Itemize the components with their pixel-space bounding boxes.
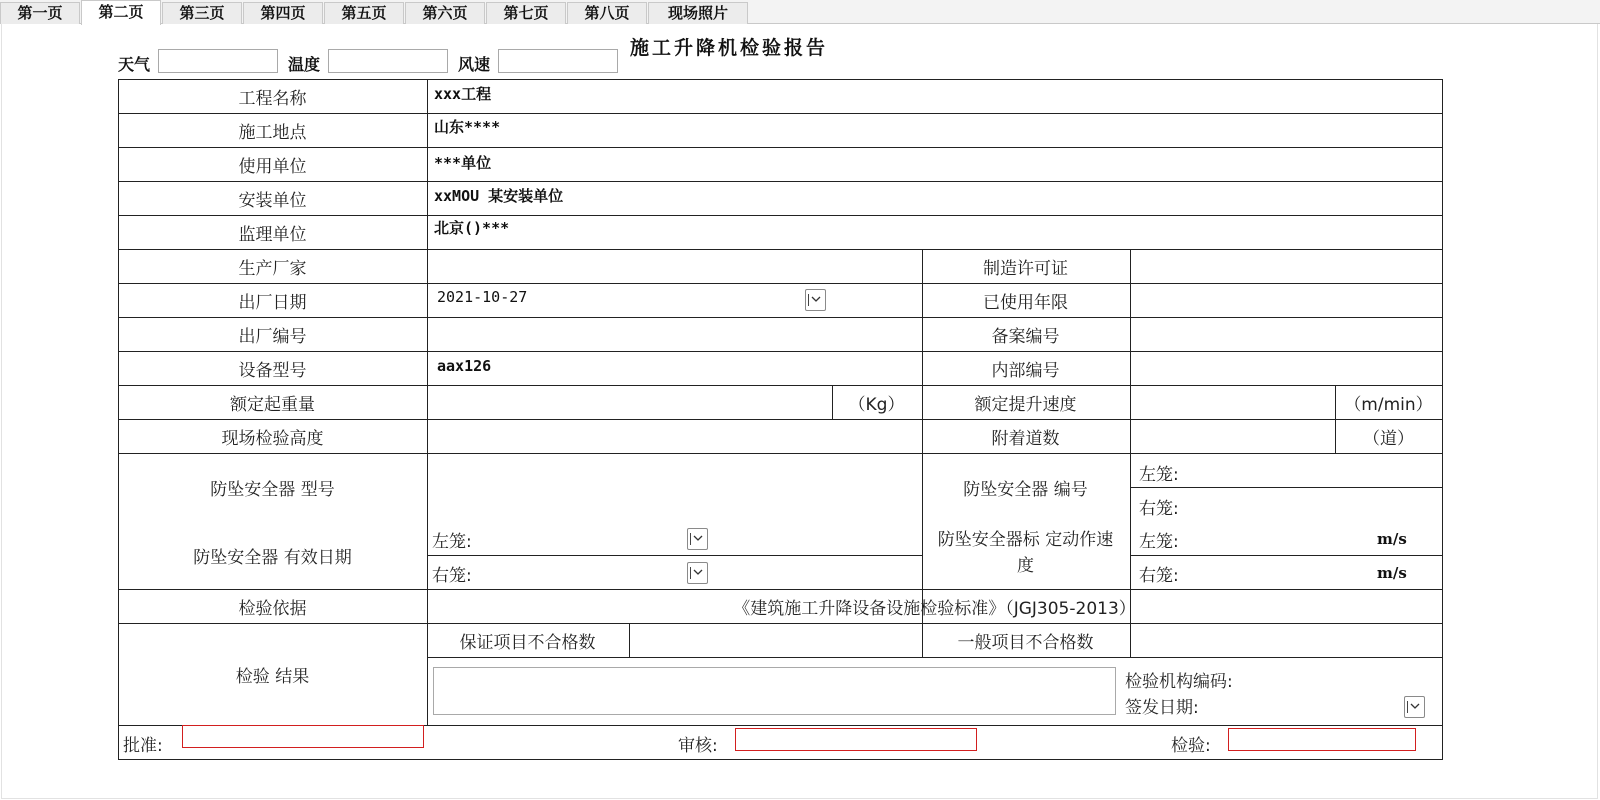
chevron-down-icon [693, 534, 703, 542]
tab-page-5[interactable]: 第五页 [324, 2, 404, 24]
years-used-label: 已使用年限 [983, 293, 1068, 313]
tab-page-1[interactable]: 第一页 [0, 2, 80, 24]
tab-page-3[interactable]: 第三页 [162, 2, 242, 24]
issue-date-label: 签发日期: [1125, 698, 1199, 718]
valid-right-cage-label: 右笼: [432, 566, 472, 586]
chevron-down-icon [693, 568, 703, 576]
fall-no-left-cage-label: 左笼: [1139, 465, 1179, 485]
inspect-label: 检验: [1171, 736, 1211, 756]
review-label: 审核: [678, 736, 718, 756]
tab-page-8[interactable]: 第八页 [567, 2, 647, 24]
review-signature-field[interactable] [735, 728, 977, 751]
tab-page-6[interactable]: 第六页 [405, 2, 485, 24]
speed-left-unit: m/s [1377, 530, 1407, 548]
rated-speed-unit: （m/min） [1344, 395, 1433, 415]
speed-left-cage-label: 左笼: [1139, 532, 1179, 552]
rated-load-unit: （Kg） [848, 395, 905, 415]
site-value[interactable]: 山东**** [434, 118, 501, 136]
tab-site-photos[interactable]: 现场照片 [648, 2, 748, 24]
general-fail-label: 一般项目不合格数 [957, 633, 1094, 653]
temperature-label: 温度 [288, 55, 321, 74]
valid-left-date-dropdown[interactable] [687, 528, 708, 550]
fall-no-right-cage-label: 右笼: [1139, 499, 1179, 519]
model-label: 设备型号 [238, 361, 307, 381]
chevron-down-icon [1410, 702, 1420, 710]
basis-value: 《建筑施工升降设备设施检验标准》（JGJ305-2013） [733, 599, 1136, 619]
approve-signature-field[interactable] [182, 725, 424, 748]
attach-label: 附着道数 [991, 429, 1060, 449]
fall-model-label: 防坠安全器 型号 [210, 480, 335, 500]
weather-input[interactable] [158, 49, 278, 73]
fall-speed-label [922, 527, 1129, 579]
fall-valid-date-label: 防坠安全器 有效日期 [193, 548, 352, 568]
supervision-value[interactable]: 北京()*** [434, 219, 510, 237]
issue-date-dropdown[interactable] [1404, 696, 1425, 718]
project-name-label: 工程名称 [238, 89, 307, 109]
factory-date-value[interactable]: 2021-10-27 [437, 288, 528, 306]
approve-label: 批准: [123, 736, 163, 756]
height-label: 现场检验高度 [221, 429, 324, 449]
internal-no-label: 内部编号 [991, 361, 1060, 381]
manufacturer-label: 生产厂家 [238, 259, 307, 279]
chevron-down-icon [811, 295, 821, 303]
site-label: 施工地点 [238, 123, 307, 143]
tab-page-2[interactable]: 第二页 [81, 0, 161, 25]
speed-right-unit: m/s [1377, 564, 1407, 582]
attach-unit: （道） [1363, 429, 1414, 449]
result-label: 检验 结果 [235, 667, 310, 687]
record-no-label: 备案编号 [991, 327, 1060, 347]
rated-load-label: 额定起重量 [230, 395, 315, 415]
result-remarks-textarea[interactable] [433, 667, 1116, 715]
install-unit-value[interactable]: xxMOU 某安装单位 [434, 187, 564, 205]
supervision-label: 监理单位 [238, 225, 307, 245]
license-label: 制造许可证 [983, 259, 1068, 279]
model-value[interactable]: aax126 [437, 357, 492, 375]
fall-speed-label-line-2: 度 [1017, 556, 1034, 576]
factory-no-label: 出厂编号 [238, 327, 307, 347]
valid-left-cage-label: 左笼: [432, 532, 472, 552]
wind-speed-input[interactable] [498, 49, 618, 73]
speed-right-cage-label: 右笼: [1139, 566, 1179, 586]
fall-speed-label-line-1: 防坠安全器标 定动作速 [937, 530, 1114, 550]
basis-label: 检验依据 [238, 599, 307, 619]
valid-right-date-dropdown[interactable] [687, 562, 708, 584]
inspect-signature-field[interactable] [1228, 728, 1416, 751]
project-name-value[interactable]: xxx工程 [434, 85, 492, 103]
tab-page-7[interactable]: 第七页 [486, 2, 566, 24]
org-code-label: 检验机构编码: [1125, 672, 1233, 692]
weather-label: 天气 [118, 55, 151, 74]
factory-date-label: 出厂日期 [238, 293, 307, 313]
report-title: 施工升降机检验报告 [630, 37, 829, 59]
tab-bar [0, 0, 1600, 24]
user-unit-value[interactable]: ***单位 [434, 154, 492, 172]
temperature-input[interactable] [328, 49, 448, 73]
factory-date-dropdown[interactable] [805, 289, 826, 311]
fall-no-label: 防坠安全器 编号 [963, 480, 1088, 500]
rated-speed-label: 额定提升速度 [974, 395, 1077, 415]
install-unit-label: 安装单位 [238, 191, 307, 211]
guarantee-fail-label: 保证项目不合格数 [459, 633, 596, 653]
tab-page-4[interactable]: 第四页 [243, 2, 323, 24]
user-unit-label: 使用单位 [238, 157, 307, 177]
wind-speed-label: 风速 [458, 55, 491, 74]
